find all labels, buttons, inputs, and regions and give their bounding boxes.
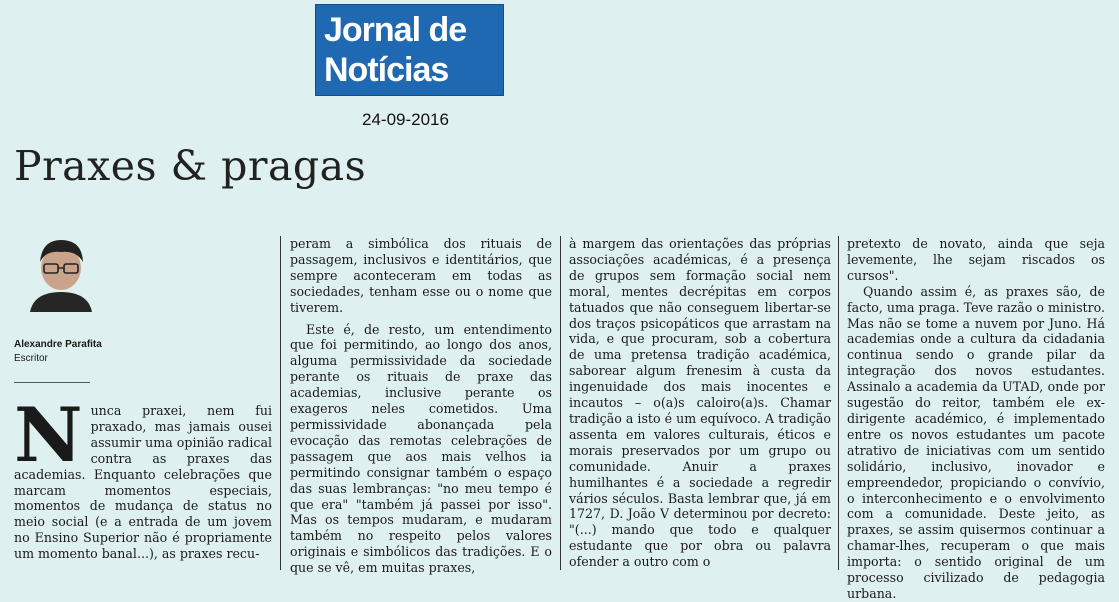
paragraph: peram a simbólica dos rituais de passagem, inclusivos e identitários, que sempre aconteceram em todas as sociedades, tenham esse ou o nome que tiverem.: [290, 236, 552, 315]
logo-line-1: Jornal de: [324, 11, 467, 49]
paragraph: pretexto de novato, ainda que seja levemente, lhe sejam riscados os cursos".: [847, 236, 1105, 283]
newspaper-logo: [315, 4, 504, 96]
paragraph: Quando assim é, as praxes são, de facto, uma praga. Teve razão o ministro. Mas não se tome a nuvem por Juno. Há academias onde a cultura da cidadania continua sendo o grande pilar da integração dos novos estudantes. Assinalo a academia da UTAD, onde por sugestão do reitor, também ele ex-dirigente académico, é implementado entre os novos estudantes um pacote atrativo de iniciativas com um sentido solidário, inclusivo, inovador e empreendedor, propiciando o convívio, o interconhecimento e o envolvimento com a comunidade. Deste jeito, as praxes, se assim quisermos continuar a chamar-lhes, recuperam o que mais importa: o sentido original de um processo civilizado de pedagogia urbana.: [847, 283, 1105, 601]
article-column-2: [290, 236, 552, 576]
column-divider: [838, 236, 839, 570]
logo-line-2: Notícias: [324, 51, 449, 89]
paragraph: unca praxei, nem fui praxado, mas jamais ousei assumir uma opinião radical contra as praxes das academias. Enquanto celebrações que marcam momentos especiais, momentos de mudança de status no meio social (e a entrada de um jovem no Ensino Superior não é propriamente um momento banal...), as praxes recu-: [14, 403, 272, 562]
author-divider: [14, 382, 90, 383]
publication-date: 24-09-2016: [362, 110, 449, 129]
paragraph: à margem das orientações das próprias associações académicas, é a presença de grupos sem formação social nem moral, mentes decrépitas em corpos tatuados que não conseguem libertar-se dos traços psicopáticos que arrastam na vida, e que procuram, sob a cobertura de uma pretensa tradição académica, saborear algum frenesim à custa da ingenuidade dos mais inocentes e incautos – o(a)s caloiro(a)s. Chamar tradição a isto é um equívoco. A tradição assenta em valores culturais, éticos e morais preservados por um grupo ou comunidade. Anuir a praxes humilhantes é a sociedade a regredir vários séculos. Basta lembrar que, já em 1727, D. João V determinou por decreto: "(...) mando que todo e qualquer estudante que por obra ou palavra ofender a outro com o: [569, 236, 831, 570]
article-column-1: [14, 391, 272, 562]
author-role: Escritor: [14, 353, 48, 364]
drop-cap: N: [14, 391, 83, 479]
author-photo: [26, 232, 96, 312]
column-divider: [560, 236, 561, 570]
article-column-4: [847, 236, 1105, 602]
author-name: Alexandre Parafita: [14, 339, 102, 350]
article-headline: Praxes & pragas: [14, 142, 367, 190]
column-divider: [280, 236, 281, 570]
paragraph: Este é, de resto, um entendimento que foi permitindo, ao longo dos anos, alguma permissividade da sociedade perante os rituais de praxe das academias, inclusive perante os exageros neles cometidos. Uma permissividade abonançada pela evocação das remotas celebrações de passagem que aos mais velhos ia permitindo consignar também o espaço das suas lembranças: "no meu tempo é que era" "também já passei por isso". Mas os tempos mudaram, e mudaram também no respeito pelos valores originais e simbólicos das tradições. E o que se vê, em muitas praxes,: [290, 321, 552, 576]
article-column-3: [569, 236, 831, 570]
